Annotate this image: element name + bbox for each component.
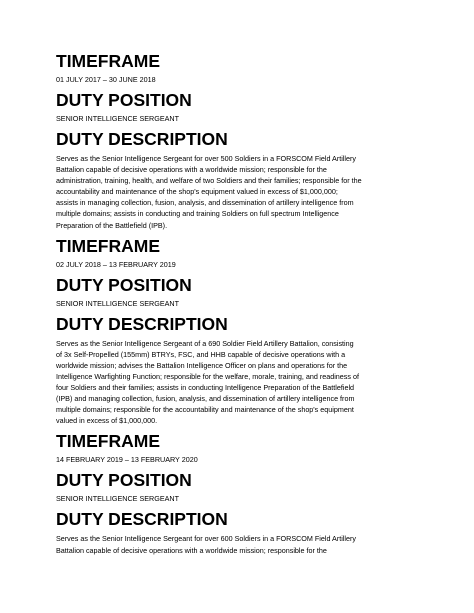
duty-description-text [56, 533, 428, 555]
duty-position-value: SENIOR INTELLIGENCE SERGEANT [56, 114, 180, 123]
duty-description-heading: DUTY DESCRIPTION [56, 129, 228, 149]
duty-description-heading: DUTY DESCRIPTION [56, 313, 228, 334]
description-line: four Soldiers and their families; assists in conducting Intelligence Preparation of the Battlefield [56, 383, 355, 393]
description-line: Battalion capable of decisive operations with a worldwide mission; responsible for the [56, 165, 327, 175]
entry-3 [56, 430, 428, 555]
timeframe-value: 02 JULY 2018 – 13 FEBRUARY 2019 [56, 259, 176, 269]
duty-position-heading: DUTY POSITION [56, 274, 192, 295]
duty-position-heading: DUTY POSITION [56, 90, 192, 110]
description-line: accountability and maintenance of the shop's equipment valued in excess of $1,000,000; [56, 187, 338, 197]
duty-description-text [56, 153, 428, 231]
duty-position-value: SENIOR INTELLIGENCE SERGEANT [56, 494, 180, 504]
document-page [56, 50, 428, 560]
description-line: valued in excess of $1,000,000. [56, 416, 158, 426]
description-line: of 3x Self-Propelled (155mm) BTRYs, FSC, and HHB capable of decisive operations with a [56, 349, 346, 359]
description-line: multiple domains; assists in conducting and training Soldiers on full spectrum Intelligence [56, 209, 339, 219]
entry-2 [56, 235, 428, 427]
timeframe-value: 14 FEBRUARY 2019 – 13 FEBRUARY 2020 [56, 455, 198, 465]
entry-1 [56, 50, 428, 231]
duty-position-value: SENIOR INTELLIGENCE SERGEANT [56, 298, 180, 308]
timeframe-value: 01 JULY 2017 – 30 JUNE 2018 [56, 75, 156, 84]
timeframe-heading: TIMEFRAME [56, 51, 161, 71]
description-line: Serves as the Senior Intelligence Sergeant for over 600 Soldiers in a FORSCOM Field Artillery [56, 534, 357, 544]
description-line: Preparation of the Battlefield (IPB). [56, 220, 168, 230]
duty-description-text [56, 338, 428, 427]
duty-description-heading: DUTY DESCRIPTION [56, 509, 228, 530]
description-line: Battalion capable of decisive operations with a worldwide mission; responsible for the [56, 545, 327, 555]
timeframe-heading: TIMEFRAME [56, 235, 161, 256]
description-line: assists in managing collection, fusion, analysis, and dissemination of artillery intelligence from [56, 198, 354, 208]
description-line: Serves as the Senior Intelligence Sergeant of a 690 Soldier Field Artillery Battalion, consisting [56, 338, 354, 348]
description-line: multiple domains; responsible for the accountability and maintenance of the shop's equipment [56, 405, 354, 415]
description-line: (IPB) and managing collection, fusion, analysis, and dissemination of artillery intelligence from [56, 394, 355, 404]
description-line: worldwide mission; advises the Battalion Intelligence Officer on plans and operations for the [56, 360, 348, 370]
duty-position-heading: DUTY POSITION [56, 470, 192, 491]
description-line: Intelligence Warfighting Function; responsible for the welfare, morale, training, and readiness of [56, 371, 359, 381]
description-line: Serves as the Senior Intelligence Sergeant for over 500 Soldiers in a FORSCOM Field Artillery [56, 154, 357, 163]
timeframe-heading: TIMEFRAME [56, 431, 161, 452]
description-line: administration, training, health, and welfare of two Soldiers and their families; responsible for the [56, 176, 362, 186]
